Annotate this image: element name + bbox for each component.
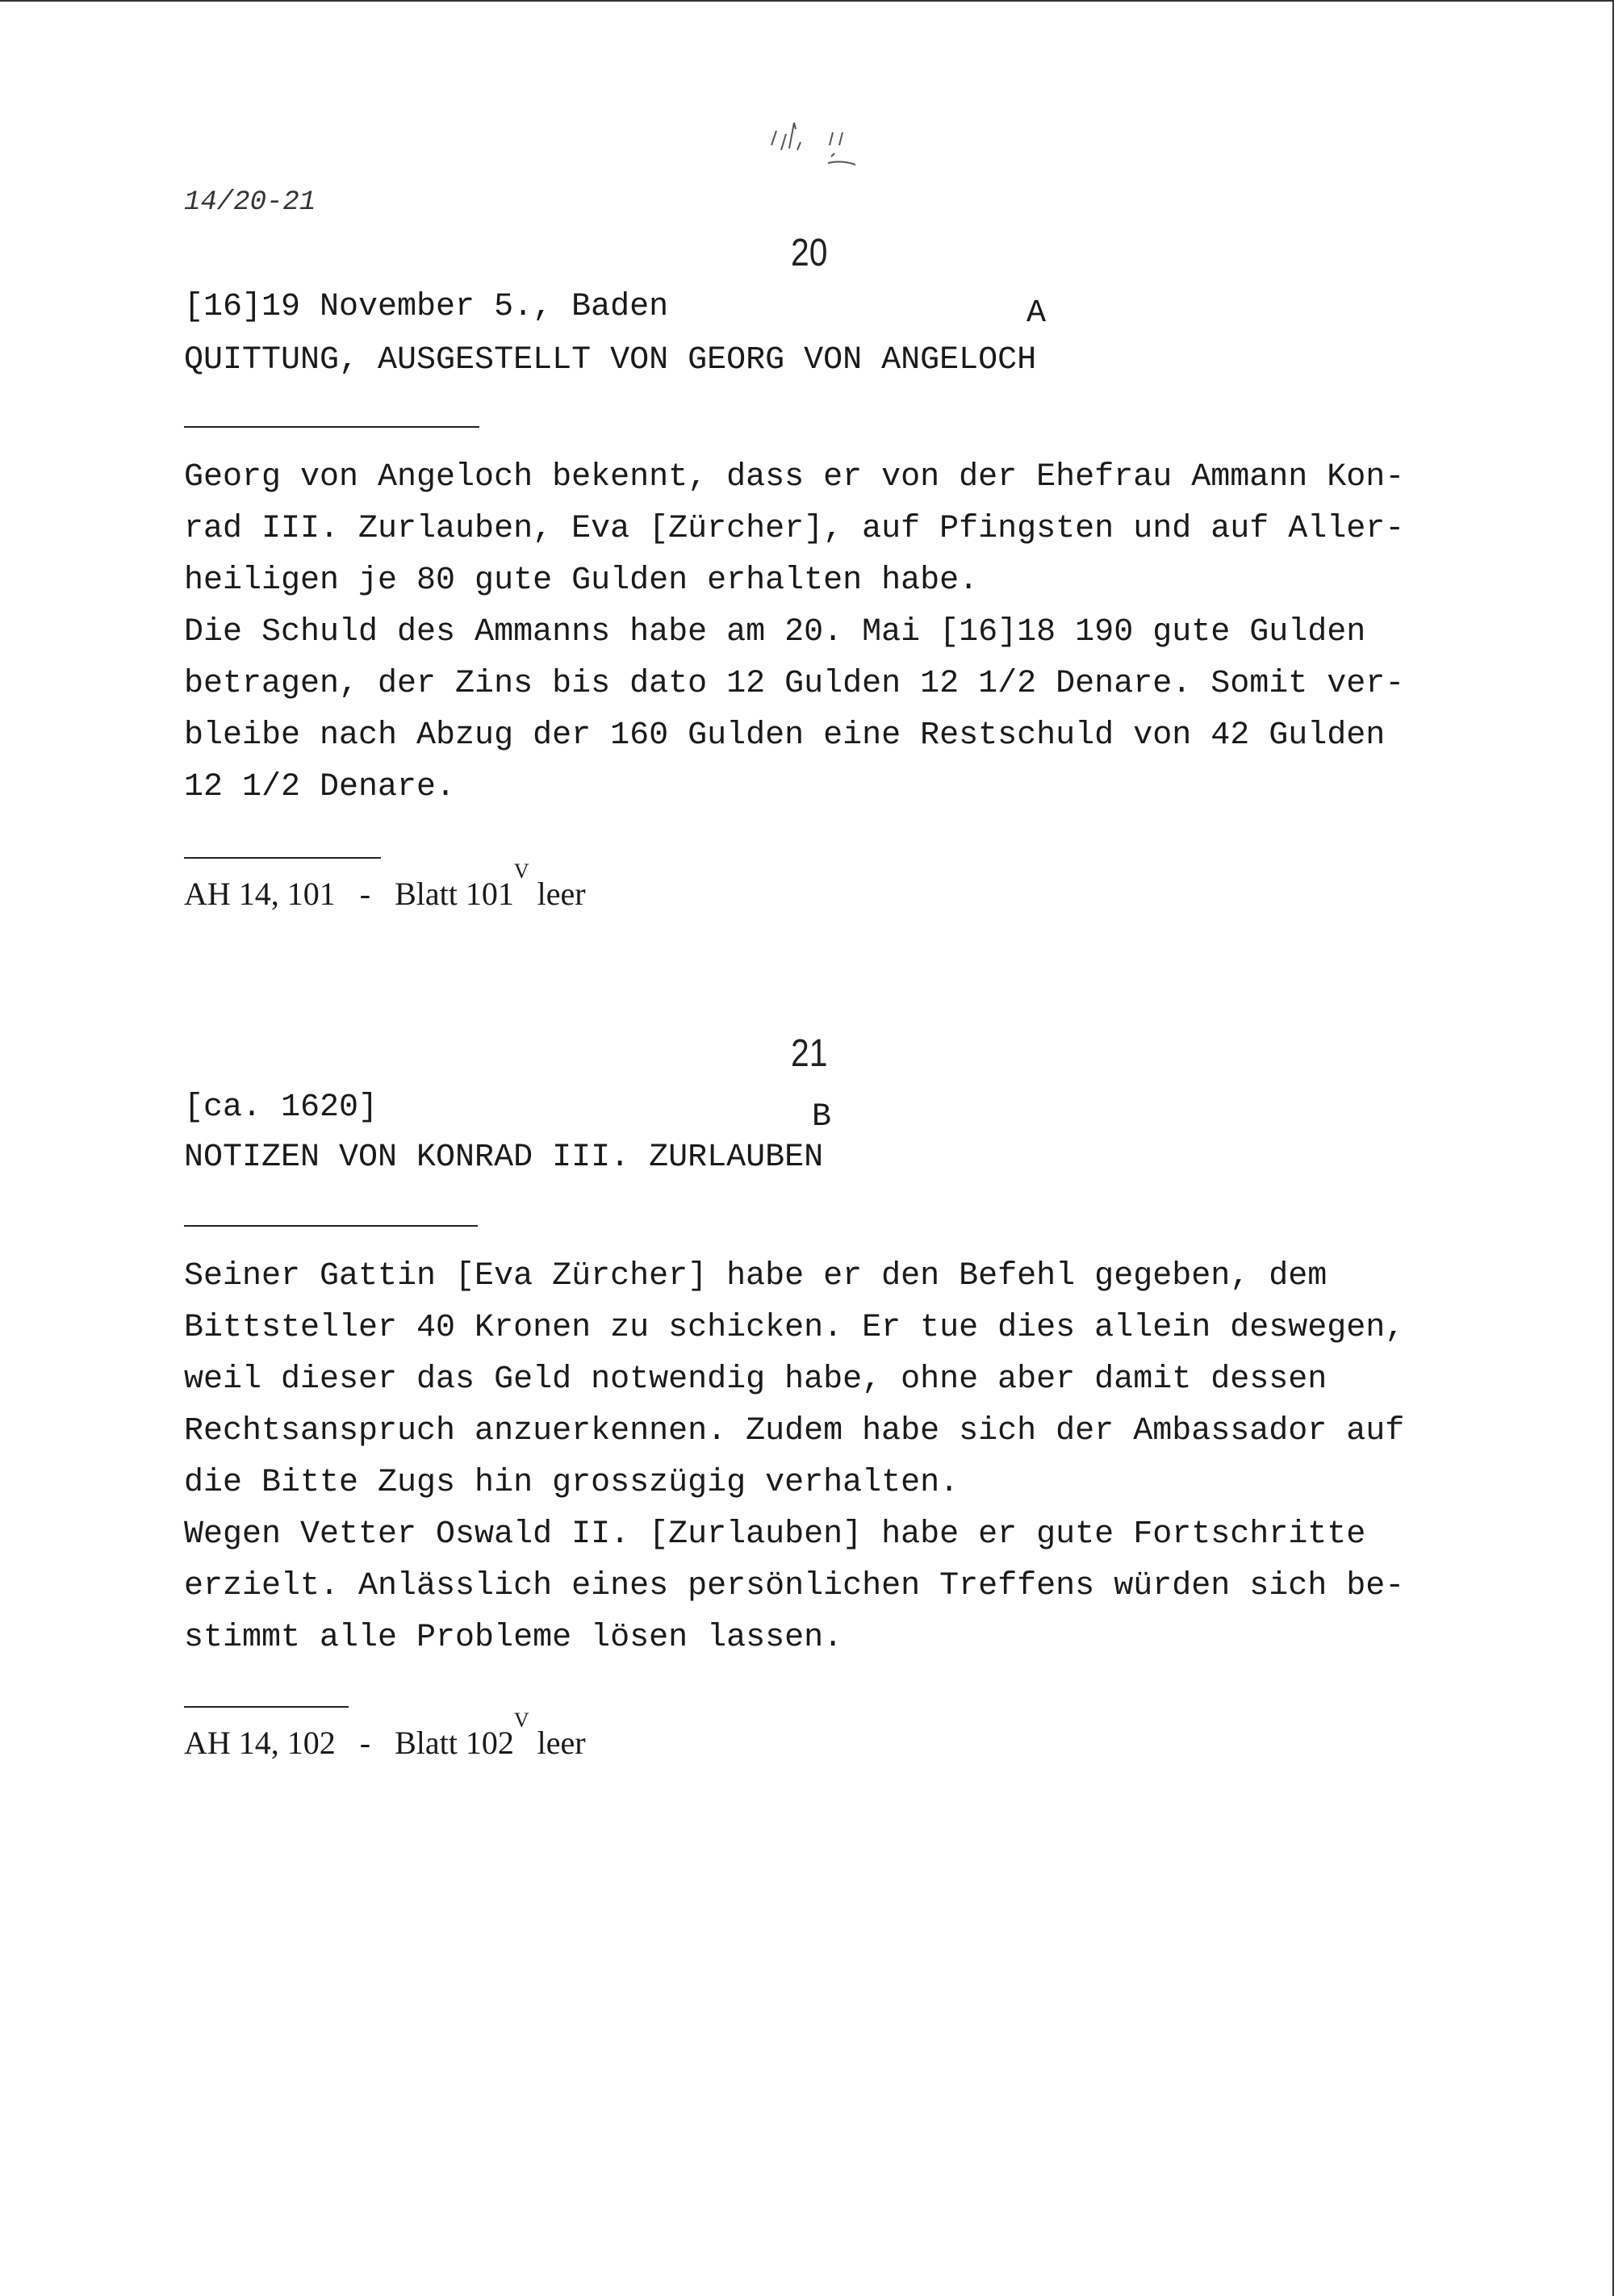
body-line: Wegen Vetter Oswald II. [Zurlauben] habe er gute Fortschritte xyxy=(184,1516,1366,1553)
entry-number: 21 xyxy=(791,1032,828,1075)
body-line: erzielt. Anlässlich eines persönlichen Treffens würden sich be- xyxy=(184,1568,1405,1604)
entry-category: B xyxy=(812,1099,832,1135)
body-line: heiligen je 80 gute Gulden erhalten habe. xyxy=(184,562,979,599)
source-note: leer xyxy=(537,1725,586,1761)
body-line: betragen, der Zins bis dato 12 Gulden 12 1/2 Denare. Somit ver- xyxy=(184,666,1405,702)
body-line: Bittsteller 40 Kronen zu schicken. Er tue dies allein deswegen, xyxy=(184,1310,1405,1346)
source-ref: AH 14, 101 xyxy=(184,876,336,912)
body-line: Die Schuld des Ammanns habe am 20. Mai [16]18 190 gute Gulden xyxy=(184,614,1366,650)
entry-body xyxy=(184,452,1427,813)
entry-title: QUITTUNG, AUSGESTELLT VON GEORG VON ANGELOCH xyxy=(184,342,1037,378)
body-line: Georg von Angeloch bekennt, dass er von der Ehefrau Ammann Kon- xyxy=(184,459,1405,496)
source-blatt: Blatt 102 xyxy=(395,1725,514,1761)
body-line: Seiner Gattin [Eva Zürcher] habe er den Befehl gegeben, dem xyxy=(184,1258,1328,1294)
source-blatt: Blatt 101 xyxy=(395,876,514,912)
entry-date-place: [ca. 1620] xyxy=(184,1089,378,1126)
title-rule xyxy=(184,1225,478,1227)
archive-reference: 14/20-21 xyxy=(184,187,316,218)
entry-date-place: [16]19 November 5., Baden xyxy=(184,289,669,325)
body-line: die Bitte Zugs hin grosszügig verhalten. xyxy=(184,1465,960,1501)
handwritten-folio-mark xyxy=(765,113,878,178)
body-line: Rechtsanspruch anzuerkennen. Zudem habe sich der Ambassador auf xyxy=(184,1413,1405,1449)
source-rule xyxy=(184,1706,349,1708)
source-ref: AH 14, 102 xyxy=(184,1725,336,1761)
source-line xyxy=(184,859,586,913)
body-line: weil dieser das Geld notwendig habe, ohne aber damit dessen xyxy=(184,1361,1328,1398)
entry-number: 20 xyxy=(791,232,828,274)
source-rule xyxy=(184,857,381,859)
body-line: rad III. Zurlauben, Eva [Zürcher], auf Pfingsten und auf Aller- xyxy=(184,511,1405,547)
entry-body xyxy=(184,1251,1427,1664)
source-dash: - xyxy=(359,1725,371,1761)
body-line: 12 1/2 Denare. xyxy=(184,769,456,805)
source-note: leer xyxy=(537,876,586,912)
title-rule xyxy=(184,426,479,428)
entry-title: NOTIZEN VON KONRAD III. ZURLAUBEN xyxy=(184,1140,824,1176)
entry-category: A xyxy=(1027,295,1047,332)
source-line xyxy=(184,1708,586,1762)
source-verso: V xyxy=(513,1708,529,1732)
source-verso: V xyxy=(513,859,529,883)
body-line: bleibe nach Abzug der 160 Gulden eine Restschuld von 42 Gulden xyxy=(184,717,1386,754)
body-line: stimmt alle Probleme lösen lassen. xyxy=(184,1620,843,1656)
source-dash: - xyxy=(359,876,371,912)
